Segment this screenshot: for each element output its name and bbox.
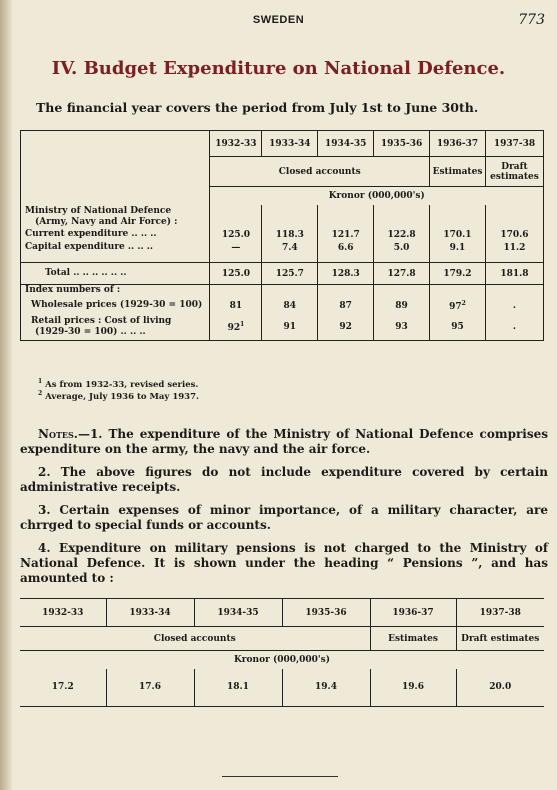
note-text: The expenditure of the Ministry of National Defence comprises expenditure on the army, the navy and the air force.: [20, 427, 548, 456]
year-header: 1932-33: [210, 131, 262, 157]
pensions-table: [20, 598, 544, 707]
footnote-mark: 2: [461, 299, 466, 307]
group-closed-accounts: Closed accounts: [20, 627, 370, 651]
group-draft-estimates: Draft estimates: [485, 157, 543, 187]
table-row: [21, 315, 544, 341]
index-header-row: [21, 285, 544, 297]
note-text: 4. Expenditure on military pensions is not charged to the Ministry of National Defence. It is shown under the heading “ Pensions ”, and has amounted to :: [20, 541, 548, 585]
cell-pension: 17.6: [106, 669, 194, 707]
cell-total: 181.8: [485, 263, 543, 285]
cell-pension: 19.6: [370, 669, 456, 707]
ministry-sublabel: (Army, Navy and Air Force) :: [35, 216, 178, 227]
cell-current: 118.3: [262, 229, 318, 241]
cell-capital: 5.0: [374, 241, 430, 255]
cell-capital: 7.4: [262, 241, 318, 255]
capital-expenditure-label: Capital expenditure .. .. ..: [25, 242, 153, 252]
note-paragraph-2: [20, 465, 548, 495]
year-header: 1935-36: [282, 599, 370, 627]
page-number: 773: [518, 12, 545, 28]
cell-pension: 17.2: [51, 682, 74, 693]
cell-total: 125.7: [262, 263, 318, 285]
cell-current: 170.6: [485, 229, 543, 241]
cell-total: 127.8: [374, 263, 430, 285]
year-header: 1933-34: [262, 131, 318, 157]
note-paragraph-3: [20, 503, 548, 533]
table-header-years: [21, 131, 544, 157]
cell-capital: 11.2: [485, 241, 543, 255]
total-label: Total .. .. .. .. .. ..: [21, 263, 210, 285]
year-header: 1936-37: [430, 131, 486, 157]
retail-prices-sublabel: (1929-30 = 100) .. .. ..: [35, 327, 146, 338]
cell-retail: 91: [262, 315, 318, 341]
note-paragraph-4: [20, 541, 548, 586]
group-closed-accounts: Closed accounts: [210, 157, 430, 187]
footnote-mark: 1: [38, 378, 43, 385]
section-title: IV. Budget Expenditure on National Defence.: [51, 58, 506, 79]
cell-capital: —: [210, 241, 262, 255]
year-header: 1933-34: [106, 599, 194, 627]
cell-retail: .: [485, 315, 543, 341]
cell-capital: 9.1: [430, 241, 486, 255]
year-header: 1936-37: [370, 599, 456, 627]
table-row: [21, 297, 544, 315]
cell-current: 122.8: [374, 229, 430, 241]
footnote-2: [38, 390, 199, 402]
cell-wholesale: 81: [210, 297, 262, 315]
unit-row: [21, 187, 544, 205]
group-draft-estimates: Draft estimates: [456, 627, 544, 651]
year-header: 1934-35: [318, 131, 374, 157]
cell-pension: 19.4: [282, 669, 370, 707]
ministry-row: [21, 205, 544, 229]
table-row: [21, 241, 544, 255]
retail-prices-label: Retail prices : Cost of living: [31, 316, 172, 327]
current-expenditure-label: Current expenditure .. .. ..: [25, 229, 157, 239]
year-header: 1937-38: [485, 131, 543, 157]
unit-label: Kronor (000,000's): [210, 187, 544, 205]
unit-row: [20, 651, 544, 669]
year-header: 1935-36: [374, 131, 430, 157]
cell-total: 128.3: [318, 263, 374, 285]
cell-total: 125.0: [210, 263, 262, 285]
year-header: 1934-35: [194, 599, 282, 627]
cell-retail-noted: [210, 315, 262, 341]
cell-wholesale: 87: [318, 297, 374, 315]
cell-retail: 93: [374, 315, 430, 341]
year-header: 1937-38: [456, 599, 544, 627]
total-row: [21, 263, 544, 285]
cell-wholesale: 84: [262, 297, 318, 315]
footnote-text: Average, July 1936 to May 1937.: [45, 391, 199, 402]
note-paragraph-1: [20, 427, 548, 457]
note-text: 2. The above figures do not include expenditure covered by certain administrative receipts.: [20, 465, 548, 494]
table-row: [21, 229, 544, 241]
group-estimates: Estimates: [430, 157, 486, 187]
intro-text: The financial year covers the period from July 1st to June 30th.: [36, 100, 479, 115]
wholesale-prices-label: Wholesale prices (1929-30 = 100): [31, 300, 203, 310]
budget-table: [20, 130, 544, 341]
table-header-groups: [20, 627, 544, 651]
page-gutter-shadow: [0, 0, 12, 790]
group-estimates: Estimates: [370, 627, 456, 651]
footnote-mark: 1: [240, 321, 245, 329]
table-header-groups: [21, 157, 544, 187]
cell-total: 179.2: [430, 263, 486, 285]
running-header: SWEDEN: [252, 14, 305, 26]
cell-value: 92: [227, 323, 241, 334]
footnote-1: [38, 378, 198, 390]
note-text: 3. Certain expenses of minor importance, of a military character, are chrrged to special funds or accounts.: [20, 503, 548, 532]
footnote-text: As from 1932-33, revised series.: [45, 379, 199, 390]
bottom-rule: [222, 776, 338, 777]
cell-wholesale-noted: [430, 297, 486, 315]
table-row: [20, 669, 544, 707]
table-header-years: [20, 599, 544, 627]
cell-capital: 6.6: [318, 241, 374, 255]
cell-pension: 18.1: [194, 669, 282, 707]
unit-label: Kronor (000,000's): [233, 654, 331, 665]
cell-retail: 95: [430, 315, 486, 341]
cell-wholesale: .: [485, 297, 543, 315]
notes-heading: Notes.—1.: [38, 427, 103, 441]
cell-current: 170.1: [430, 229, 486, 241]
index-numbers-label: Index numbers of :: [21, 285, 210, 297]
footnote-mark: 2: [38, 390, 43, 397]
cell-current: 125.0: [210, 229, 262, 241]
cell-retail: 92: [318, 315, 374, 341]
cell-wholesale: 89: [374, 297, 430, 315]
cell-current: 121.7: [318, 229, 374, 241]
ministry-label: Ministry of National Defence: [25, 205, 172, 216]
cell-pension: 20.0: [456, 669, 544, 707]
year-header: 1932-33: [20, 599, 106, 627]
cell-value: 97: [449, 301, 462, 312]
